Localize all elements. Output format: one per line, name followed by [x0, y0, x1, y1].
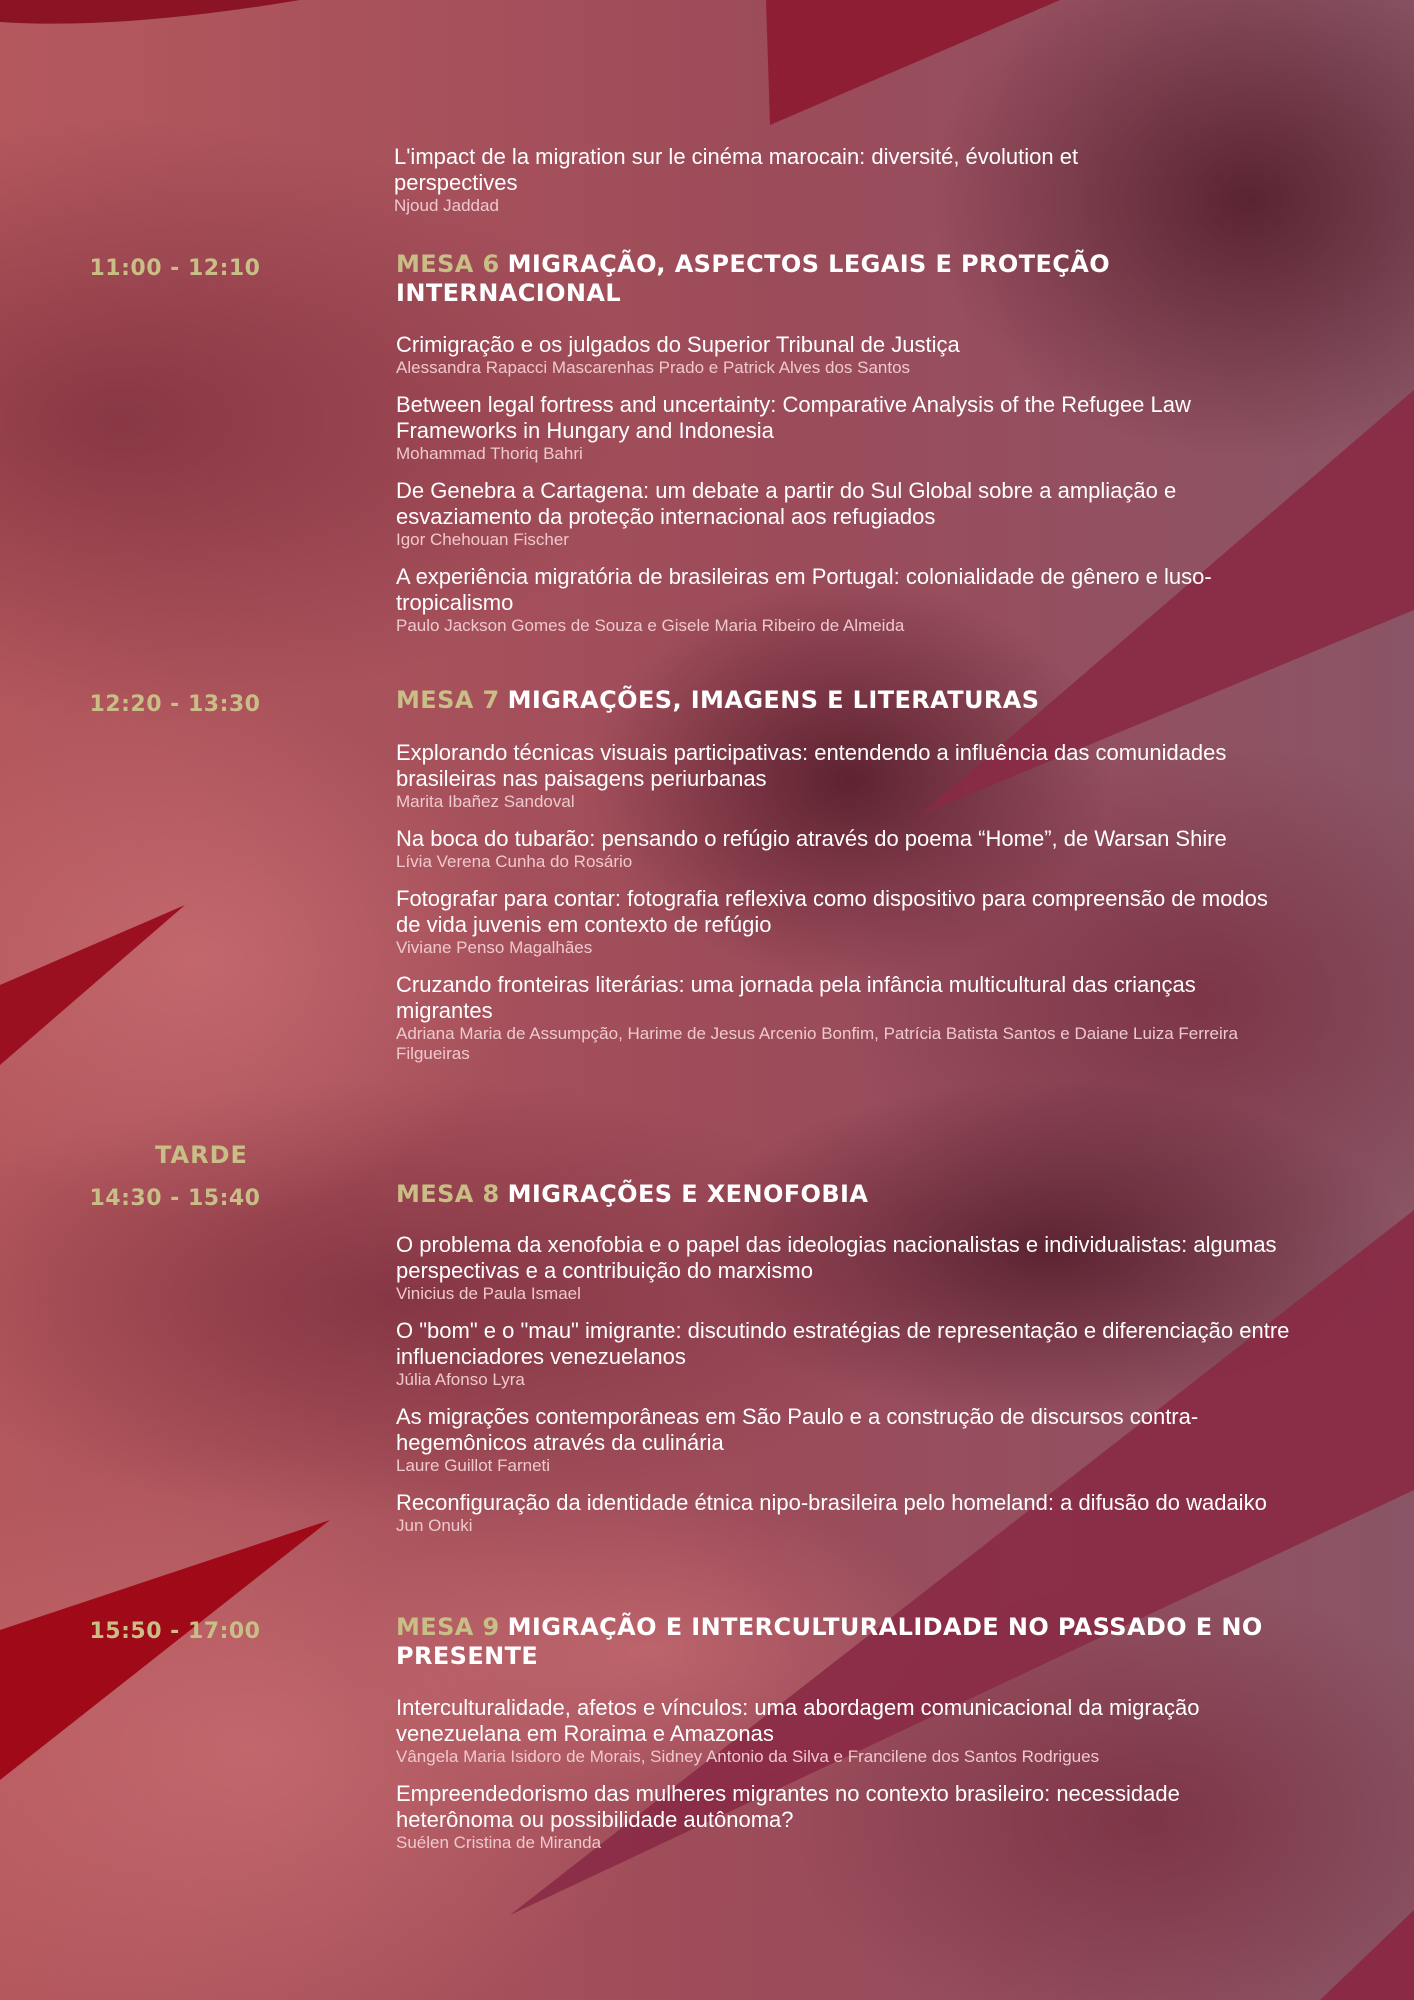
list-item — [396, 826, 1296, 872]
list-item — [396, 886, 1296, 958]
talk-title: Crimigração e os julgados do Superior Tribunal de Justiça — [396, 332, 960, 357]
talk-author: Marita Ibañez Sandoval — [396, 792, 575, 811]
list-item — [396, 478, 1296, 550]
talk-author: Adriana Maria de Assumpção, Harime de Jesus Arcenio Bonfim, Patrícia Batista Santos e Daiane Luiza Ferreira Filgueiras — [396, 1024, 1238, 1063]
list-item — [396, 1490, 1296, 1536]
session-time: 11:00 - 12:10 — [89, 256, 261, 281]
session-heading — [396, 1180, 1296, 1209]
intro-talk — [394, 144, 1194, 216]
talk-list — [396, 332, 1296, 650]
session-title: MIGRAÇÃO E INTERCULTURALIDADE NO PASSADO E NO PRESENTE — [396, 1613, 1263, 1670]
list-item — [396, 332, 1296, 378]
list-item — [396, 392, 1296, 464]
talk-author: Viviane Penso Magalhães — [396, 938, 593, 957]
session-heading — [396, 250, 1296, 308]
session-label: MESA 8 — [396, 1180, 500, 1208]
list-item — [396, 1695, 1296, 1767]
talk-title: O problema da xenofobia e o papel das ideologias nacionalistas e individualistas: algumas perspectivas e a contribuição do marxismo — [396, 1232, 1277, 1283]
talk-author: Igor Chehouan Fischer — [396, 530, 569, 549]
talk-author: Vângela Maria Isidoro de Morais, Sidney Antonio da Silva e Francilene dos Santos Rodrigues — [396, 1747, 1100, 1766]
talk-title: De Genebra a Cartagena: um debate a partir do Sul Global sobre a ampliação e esvaziamento da proteção internacional aos refugiados — [396, 478, 1177, 529]
session-time: 15:50 - 17:00 — [89, 1619, 261, 1644]
list-item — [396, 740, 1296, 812]
talk-author: Laure Guillot Farneti — [396, 1456, 551, 1475]
talk-title: O "bom" e o "mau" imigrante: discutindo estratégias de representação e diferenciação entre influenciadores venezuelanos — [396, 1318, 1290, 1369]
session-heading — [396, 1613, 1296, 1671]
talk-title: Reconfiguração da identidade étnica nipo-brasileira pelo homeland: a difusão do wadaiko — [396, 1490, 1267, 1515]
talk-title: A experiência migratória de brasileiras em Portugal: colonialidade de gênero e luso-tropicalismo — [396, 564, 1212, 615]
talk-list — [396, 740, 1296, 1078]
talk-title: Empreendedorismo das mulheres migrantes no contexto brasileiro: necessidade heterônoma ou possibilidade autônoma? — [396, 1781, 1180, 1832]
talk-author: Alessandra Rapacci Mascarenhas Prado e Patrick Alves dos Santos — [396, 358, 911, 377]
period-label: TARDE — [155, 1141, 248, 1169]
session-title: MIGRAÇÕES, IMAGENS E LITERATURAS — [507, 686, 1040, 714]
talk-author: Suélen Cristina de Miranda — [396, 1833, 602, 1852]
list-item — [396, 1318, 1296, 1390]
talk-author: Njoud Jaddad — [394, 196, 499, 215]
list-item — [396, 1232, 1296, 1304]
session-time: 14:30 - 15:40 — [89, 1186, 261, 1211]
talk-title: Explorando técnicas visuais participativas: entendendo a influência das comunidades brasileiras nas paisagens periurbanas — [396, 740, 1227, 791]
talk-author: Mohammad Thoriq Bahri — [396, 444, 583, 463]
talk-author: Vinicius de Paula Ismael — [396, 1284, 581, 1303]
list-item — [396, 1781, 1296, 1853]
talk-author: Lívia Verena Cunha do Rosário — [396, 852, 633, 871]
talk-list — [396, 1695, 1296, 1867]
session-heading — [396, 686, 1296, 715]
session-title: MIGRAÇÃO, ASPECTOS LEGAIS E PROTEÇÃO INTERNACIONAL — [396, 250, 1111, 307]
list-item — [396, 972, 1296, 1064]
talk-author: Paulo Jackson Gomes de Souza e Gisele Maria Ribeiro de Almeida — [396, 616, 905, 635]
talk-author: Jun Onuki — [396, 1516, 473, 1535]
list-item — [396, 564, 1296, 636]
talk-title: Between legal fortress and uncertainty: Comparative Analysis of the Refugee Law Frameworks in Hungary and Indonesia — [396, 392, 1191, 443]
session-label: MESA 7 — [396, 686, 500, 714]
talk-author: Júlia Afonso Lyra — [396, 1370, 525, 1389]
session-time: 12:20 - 13:30 — [89, 692, 261, 717]
talk-title: Fotografar para contar: fotografia reflexiva como dispositivo para compreensão de modos de vida juvenis em contexto de refúgio — [396, 886, 1268, 937]
session-title: MIGRAÇÕES E XENOFOBIA — [507, 1180, 869, 1208]
talk-list — [396, 1232, 1296, 1550]
talk-title: Cruzando fronteiras literárias: uma jornada pela infância multicultural das crianças migrantes — [396, 972, 1196, 1023]
talk-title: Interculturalidade, afetos e vínculos: uma abordagem comunicacional da migração venezuelana em Roraima e Amazonas — [396, 1695, 1200, 1746]
list-item — [396, 1404, 1296, 1476]
talk-title: L'impact de la migration sur le cinéma marocain: diversité, évolution et perspectives — [394, 144, 1079, 195]
session-label: MESA 6 — [396, 250, 500, 278]
session-label: MESA 9 — [396, 1613, 500, 1641]
talk-title: As migrações contemporâneas em São Paulo e a construção de discursos contra-hegemônicos através da culinária — [396, 1404, 1199, 1455]
talk-title: Na boca do tubarão: pensando o refúgio através do poema “Home”, de Warsan Shire — [396, 826, 1227, 851]
